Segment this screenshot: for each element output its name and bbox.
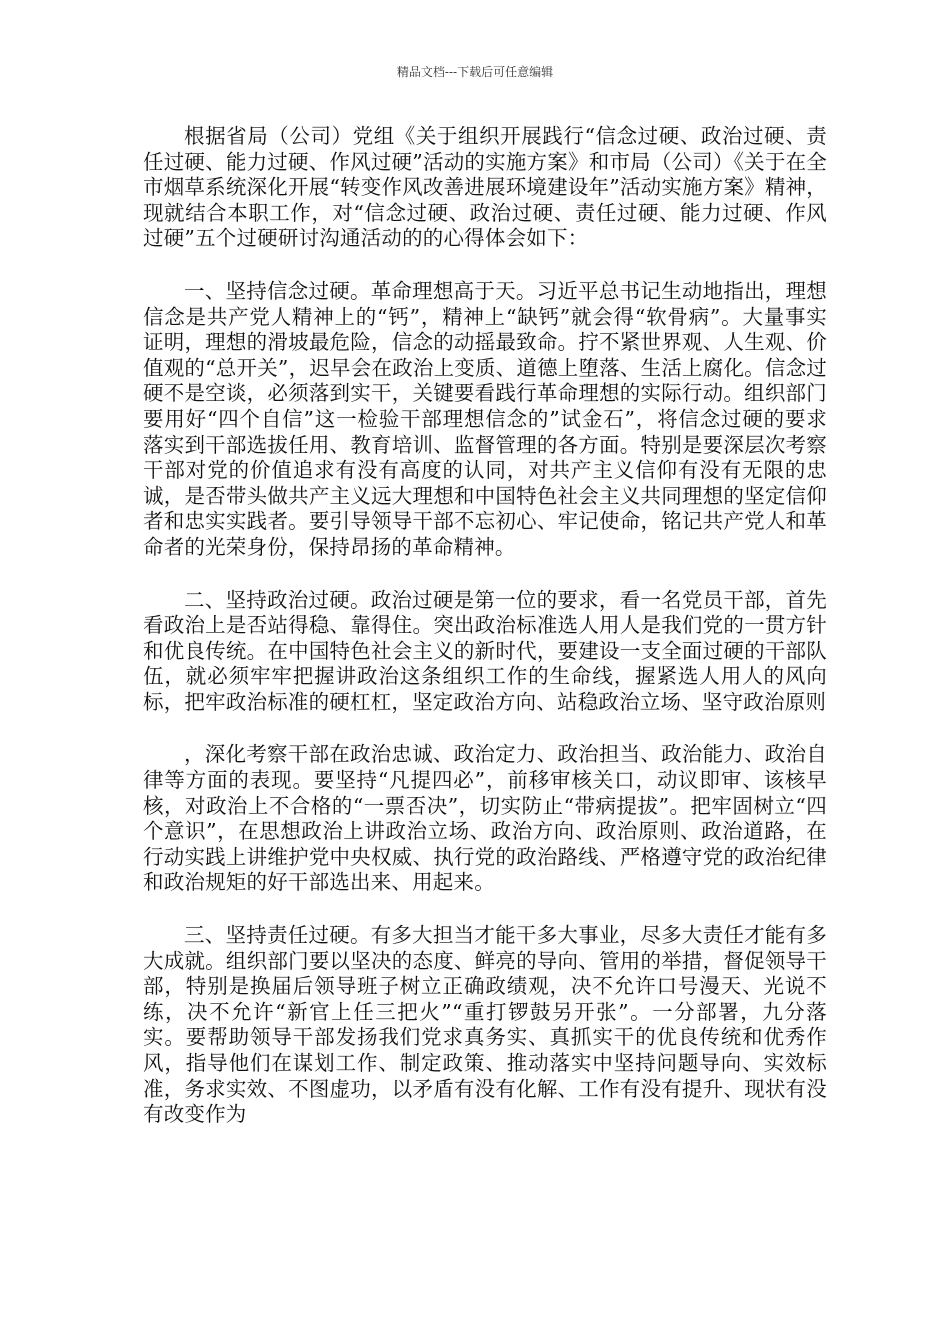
paragraph-politics: 二、坚持政治过硬。政治过硬是第一位的要求，看一名党员干部，首先看政治上是否站得稳、靠得住。突出政治标准选人用人是我们党的一贯方针和优良传统。在中国特色社会主义的新时代，要建设一支全面过硬的干部队伍，就必须牢牢把握讲政治这条组织工作的生命线，握紧选人用人的风向标，把牢政治标准的硬杠杠，坚定政治方向、站稳政治立场、坚守政治原则 — [143, 587, 827, 714]
paragraph-intro: 根据省局（公司）党组《关于组织开展践行“信念过硬、政治过硬、责任过硬、能力过硬、作风过硬”活动的实施方案》和市局（公司）《关于在全市烟草系统深化开展“转变作风改善进展环境建设年”活动实施方案》精神，现就结合本职工作，对“信念过硬、政治过硬、责任过硬、能力过硬、作风过硬”五个过硬研讨沟通活动的的心得体会如下： — [143, 124, 827, 251]
document-body — [143, 124, 827, 1155]
paragraph-politics-continued: ，深化考察干部在政治忠诚、政治定力、政治担当、政治能力、政治自律等方面的表现。要坚持“凡提四必”，前移审核关口，动议即审、该核早核，对政治上不合格的“一票否决”，切实防止“带病提拔”。把牢固树立“四个意识”，在思想政治上讲政治立场、政治方向、政治原则、政治道路，在行动实践上讲维护党中央权威、执行党的政治路线、严格遵守党的政治纪律和政治规矩的好干部选出来、用起来。 — [143, 742, 827, 895]
page-header: 精品文档---下载后可任意编辑 — [396, 65, 554, 79]
paragraph-belief: 一、坚持信念过硬。革命理想高于天。习近平总书记生动地指出，理想信念是共产党人精神上的“钙”，精神上“缺钙”就会得“软骨病”。大量事实证明，理想的滑坡最危险，信念的动摇最致命。拧不紧世界观、人生观、价值观的“总开关”，迟早会在政治上变质、道德上堕落、生活上腐化。信念过硬不是空谈，必须落到实干，关键要看践行革命理想的实际行动。组织部门要用好“四个自信”这一检验干部理想信念的”试金石”，将信念过硬的要求落实到干部选拔任用、教育培训、监督管理的各方面。特别是要深层次考察干部对党的价值追求有没有高度的认同，对共产主义信仰有没有无限的忠诚，是否带头做共产主义远大理想和中国特色社会主义共同理想的坚定信仰者和忠实实践者。要引导领导干部不忘初心、牢记使命，铭记共产党人和革命者的光荣身份，保持昂扬的革命精神。 — [143, 278, 827, 559]
paragraph-responsibility: 三、坚持责任过硬。有多大担当才能干多大事业，尽多大责任才能有多大成就。组织部门要以坚决的态度、鲜亮的导向、管用的举措，督促领导干部，特别是换届后领导班子树立正确政绩观，决不允许口号漫天、光说不练，决不允许“新官上任三把火”“重打锣鼓另开张”。一分部署，九分落实。要帮助领导干部发扬我们党求真务实、真抓实干的优良传统和优秀作风，指导他们在谋划工作、制定政策、推动落实中坚持问题导向、实效标准，务求实效、不图虚功，以矛盾有没有化解、工作有没有提升、现状有没有改变作为 — [143, 923, 827, 1127]
